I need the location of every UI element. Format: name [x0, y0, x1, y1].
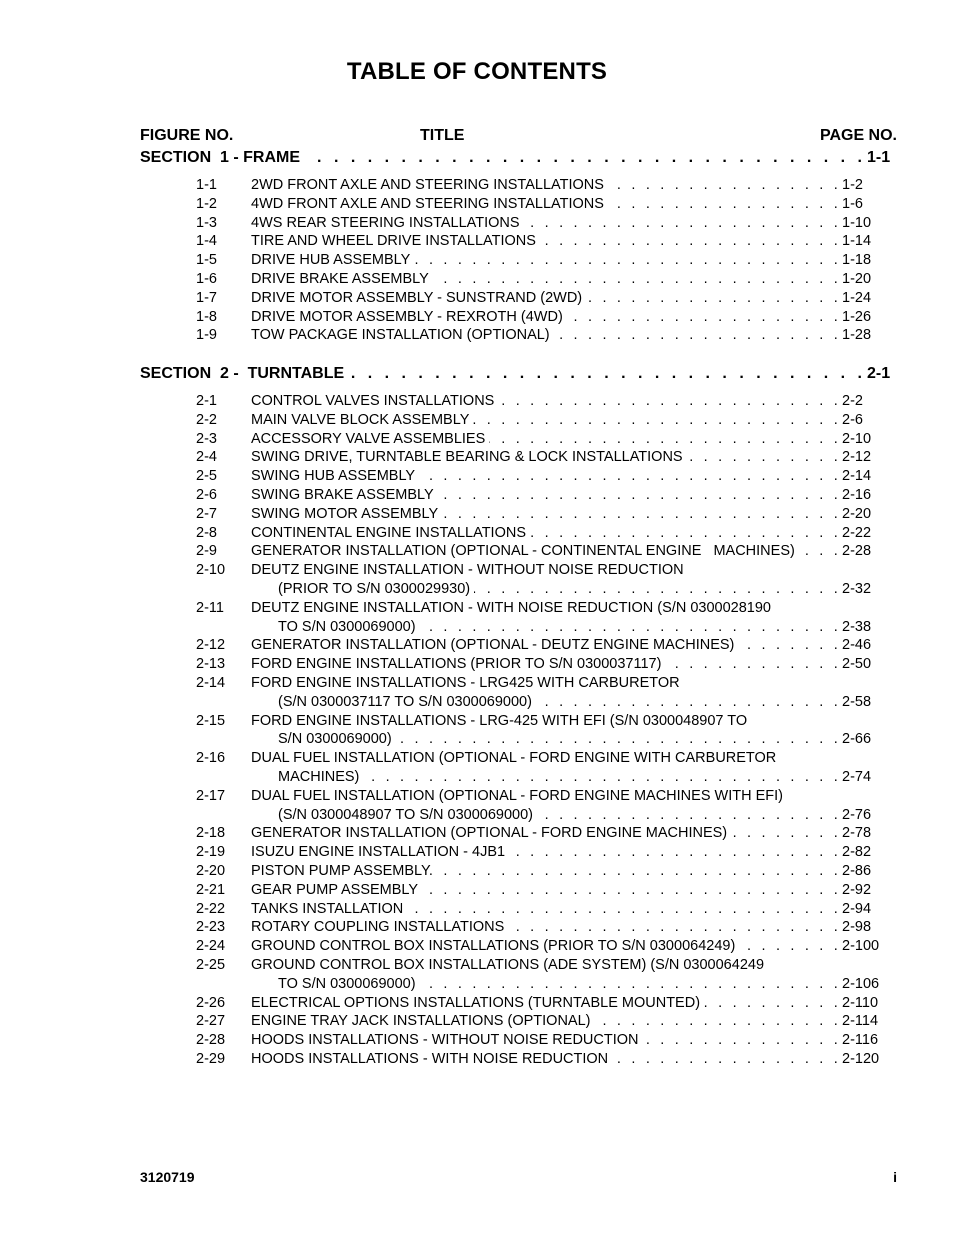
toc-entry[interactable]	[196, 506, 872, 524]
entry-title: DEUTZ ENGINE INSTALLATION - WITH NOISE REDUCTION (S/N 0300028190	[251, 600, 771, 616]
page-number: i	[893, 1169, 897, 1185]
entry-page-number: 2-100	[842, 938, 880, 954]
entry-page-number: 2-6	[842, 412, 863, 428]
entry-title: DUAL FUEL INSTALLATION (OPTIONAL - FORD ENGINE MACHINES WITH EFI)	[251, 788, 783, 804]
toc-entry[interactable]	[196, 393, 863, 411]
entry-title: GENERATOR INSTALLATION (OPTIONAL - CONTINENTAL ENGINE MACHINES)	[251, 543, 795, 559]
dot-leader	[473, 412, 841, 428]
toc-entry[interactable]	[196, 525, 872, 543]
dot-leader	[474, 581, 841, 597]
section-title: SECTION 2 - TURNTABLE	[140, 365, 345, 382]
entry-title: ENGINE TRAY JACK INSTALLATIONS (OPTIONAL)	[251, 1013, 591, 1029]
figure-number: 2-23	[196, 919, 226, 935]
toc-entry[interactable]	[196, 844, 872, 862]
entry-page-number: 2-74	[842, 769, 872, 785]
entry-page-number: 1-10	[842, 215, 872, 231]
toc-entry[interactable]	[196, 196, 863, 214]
toc-entry[interactable]	[196, 233, 872, 251]
entry-title: (S/N 0300048907 TO S/N 0300069000)	[278, 807, 534, 823]
document-number: 3120719	[140, 1169, 195, 1185]
entry-page-number: 1-18	[842, 252, 872, 268]
entry-page-number: 2-10	[842, 431, 872, 447]
toc-entry[interactable]	[196, 656, 872, 674]
dot-leader	[739, 938, 841, 954]
entry-title: FORD ENGINE INSTALLATIONS - LRG-425 WITH EFI (S/N 0300048907 TO	[251, 713, 748, 729]
figure-number: 2-9	[196, 543, 217, 559]
entry-page-number: 2-82	[842, 844, 872, 860]
dot-leader	[567, 309, 841, 325]
toc-entry[interactable]	[196, 788, 841, 806]
dot-leader	[524, 215, 841, 231]
dot-leader	[687, 449, 841, 465]
dot-leader	[348, 365, 866, 383]
entry-title: GROUND CONTROL BOX INSTALLATIONS (ADE SYSTEM) (S/N 0300064249	[251, 957, 765, 973]
figure-number: 2-11	[196, 600, 224, 616]
figure-number: 2-7	[196, 506, 217, 522]
entry-page-number: 2-66	[842, 731, 872, 747]
entry-page-number: 2-78	[842, 825, 872, 841]
entry-title: DRIVE MOTOR ASSEMBLY - SUNSTRAND (2WD)	[251, 290, 583, 306]
toc-entry[interactable]	[196, 431, 872, 449]
column-header-title: TITLE	[420, 127, 465, 144]
entry-title: GEAR PUMP ASSEMBLY	[251, 882, 419, 898]
toc-entry[interactable]	[196, 412, 863, 430]
figure-number: 1-1	[196, 177, 217, 193]
toc-entry[interactable]	[196, 713, 841, 731]
entry-title: MACHINES)	[278, 769, 360, 785]
toc-entry[interactable]	[196, 1051, 880, 1069]
toc-entry[interactable]	[196, 271, 872, 289]
dot-leader	[643, 1032, 842, 1048]
entry-page-number: 2-116	[842, 1032, 879, 1048]
toc-entry-continuation[interactable]	[278, 694, 872, 712]
dot-leader	[304, 149, 866, 167]
toc-entry-continuation[interactable]	[278, 581, 872, 599]
entry-page-number: 2-14	[842, 468, 872, 484]
entry-title: FORD ENGINE INSTALLATIONS - LRG425 WITH CARBURETOR	[251, 675, 680, 691]
entry-title: 4WD FRONT AXLE AND STEERING INSTALLATIONS	[251, 196, 604, 212]
entry-page-number: 2-28	[842, 543, 872, 559]
entry-title: GROUND CONTROL BOX INSTALLATIONS (PRIOR TO S/N 0300064249)	[251, 938, 736, 954]
toc-entry[interactable]	[196, 252, 872, 270]
dot-leader	[363, 769, 841, 785]
dot-leader	[530, 525, 841, 541]
column-header-figure-no: FIGURE NO.	[140, 127, 234, 144]
dot-leader	[508, 919, 841, 935]
dot-leader	[407, 901, 841, 917]
entry-title: CONTROL VALVES INSTALLATIONS	[251, 393, 495, 409]
figure-number: 2-10	[196, 562, 226, 578]
entry-title: (S/N 0300037117 TO S/N 0300069000)	[278, 694, 532, 710]
section-page-number: 1-1	[867, 149, 891, 166]
entry-page-number: 1-26	[842, 309, 872, 325]
entry-title: DRIVE BRAKE ASSEMBLY	[251, 271, 429, 287]
entry-title: DRIVE MOTOR ASSEMBLY - REXROTH (4WD)	[251, 309, 563, 325]
dot-leader	[442, 506, 841, 522]
figure-number: 2-3	[196, 431, 217, 447]
figure-number: 1-9	[196, 327, 217, 343]
dot-leader	[665, 656, 841, 672]
entry-page-number: 2-58	[842, 694, 872, 710]
entry-title: HOODS INSTALLATIONS - WITH NOISE REDUCTION	[251, 1051, 609, 1067]
figure-number: 2-12	[196, 637, 226, 653]
entry-page-number: 2-92	[842, 882, 872, 898]
figure-number: 2-16	[196, 750, 226, 766]
figure-number: 2-15	[196, 713, 226, 729]
dot-leader	[419, 468, 841, 484]
dot-leader	[509, 844, 841, 860]
figure-number: 2-20	[196, 863, 226, 879]
toc-entry[interactable]	[196, 882, 872, 900]
section-heading[interactable]	[140, 365, 891, 385]
entry-page-number: 2-110	[842, 995, 879, 1011]
figure-number: 2-24	[196, 938, 226, 954]
page-title: TABLE OF CONTENTS	[346, 58, 608, 85]
entry-title: MAIN VALVE BLOCK ASSEMBLY	[251, 412, 470, 428]
dot-leader	[799, 543, 841, 559]
toc-entry[interactable]	[196, 309, 872, 327]
section-page-number: 2-1	[867, 365, 891, 382]
dot-leader	[608, 196, 841, 212]
toc-entry[interactable]	[196, 543, 872, 561]
figure-number: 2-22	[196, 901, 226, 917]
toc-entry[interactable]	[196, 863, 872, 881]
dot-leader	[420, 976, 841, 992]
entry-title: TOW PACKAGE INSTALLATION (OPTIONAL)	[251, 327, 550, 343]
toc-entry[interactable]	[196, 600, 841, 618]
entry-title: SWING BRAKE ASSEMBLY	[251, 487, 434, 503]
entry-page-number: 2-98	[842, 919, 872, 935]
entry-page-number: 2-46	[842, 637, 872, 653]
toc-entry[interactable]	[196, 825, 872, 843]
toc-entry-continuation[interactable]	[278, 807, 872, 825]
dot-leader	[608, 177, 841, 193]
entry-title: S/N 0300069000)	[278, 731, 392, 747]
figure-number: 2-2	[196, 412, 217, 428]
section-heading[interactable]	[140, 149, 891, 169]
dot-leader	[731, 825, 841, 841]
toc-entry[interactable]	[196, 919, 872, 937]
dot-leader	[489, 431, 841, 447]
toc-entry[interactable]	[196, 995, 879, 1013]
entry-page-number: 2-120	[842, 1051, 880, 1067]
entry-page-number: 1-6	[842, 196, 863, 212]
dot-leader	[414, 252, 841, 268]
dot-leader	[738, 637, 841, 653]
figure-number: 2-5	[196, 468, 217, 484]
figure-number: 1-3	[196, 215, 217, 231]
toc-entry-continuation[interactable]	[278, 731, 872, 749]
entry-page-number: 1-2	[842, 177, 863, 193]
toc-entry[interactable]	[196, 750, 841, 768]
figure-number: 2-19	[196, 844, 226, 860]
entry-page-number: 2-114	[842, 1013, 879, 1029]
toc-entry[interactable]	[196, 938, 880, 956]
toc-entry[interactable]	[196, 290, 872, 308]
entry-page-number: 1-14	[842, 233, 872, 249]
entry-title: SWING HUB ASSEMBLY	[251, 468, 416, 484]
entry-title: DRIVE HUB ASSEMBLY	[251, 252, 411, 268]
figure-number: 1-5	[196, 252, 217, 268]
dot-leader	[612, 1051, 841, 1067]
dot-leader	[420, 619, 841, 635]
column-header-page-no: PAGE NO.	[819, 127, 897, 144]
figure-number: 1-6	[196, 271, 217, 287]
dot-leader	[540, 233, 841, 249]
entry-title: ROTARY COUPLING INSTALLATIONS	[251, 919, 505, 935]
toc-entry[interactable]	[196, 562, 841, 580]
entry-title: 4WS REAR STEERING INSTALLATIONS	[251, 215, 520, 231]
toc-entry[interactable]	[196, 637, 872, 655]
entry-title: FORD ENGINE INSTALLATIONS (PRIOR TO S/N 0300037117)	[251, 656, 662, 672]
toc-entry[interactable]	[196, 327, 872, 345]
figure-number: 1-8	[196, 309, 217, 325]
figure-number: 2-29	[196, 1051, 226, 1067]
dot-leader	[537, 807, 841, 823]
entry-page-number: 2-32	[842, 581, 872, 597]
toc-entry[interactable]	[196, 957, 841, 975]
entry-title: TO S/N 0300069000)	[278, 976, 416, 992]
figure-number: 1-4	[196, 233, 217, 249]
dot-leader	[704, 995, 841, 1011]
entry-title: ELECTRICAL OPTIONS INSTALLATIONS (TURNTABLE MOUNTED)	[251, 995, 701, 1011]
toc-entry-continuation[interactable]	[278, 976, 880, 994]
entry-page-number: 1-28	[842, 327, 872, 343]
dot-leader	[422, 882, 841, 898]
entry-page-number: 2-12	[842, 449, 872, 465]
figure-number: 1-2	[196, 196, 217, 212]
figure-number: 2-6	[196, 487, 217, 503]
figure-number: 2-27	[196, 1013, 226, 1029]
entry-page-number: 2-94	[842, 901, 872, 917]
section-title: SECTION 1 - FRAME	[140, 149, 301, 166]
toc-entry[interactable]	[196, 1032, 879, 1050]
entry-title: ACCESSORY VALVE ASSEMBLIES	[251, 431, 486, 447]
entry-title: TANKS INSTALLATION	[251, 901, 404, 917]
toc-entry[interactable]	[196, 449, 872, 467]
entry-page-number: 2-38	[842, 619, 872, 635]
entry-title: CONTINENTAL ENGINE INSTALLATIONS	[251, 525, 527, 541]
toc-entry[interactable]	[196, 177, 863, 195]
entry-page-number: 2-2	[842, 393, 863, 409]
dot-leader	[498, 393, 841, 409]
dot-leader	[594, 1013, 841, 1029]
figure-number: 2-28	[196, 1032, 226, 1048]
entry-page-number: 1-20	[842, 271, 872, 287]
entry-page-number: 2-86	[842, 863, 872, 879]
entry-title: TO S/N 0300069000)	[278, 619, 416, 635]
figure-number: 2-21	[196, 882, 226, 898]
entry-title: PISTON PUMP ASSEMBLY.	[251, 863, 433, 879]
entry-title: TIRE AND WHEEL DRIVE INSTALLATIONS	[251, 233, 536, 249]
entry-title: GENERATOR INSTALLATION (OPTIONAL - DEUTZ ENGINE MACHINES)	[251, 637, 735, 653]
entry-page-number: 1-24	[842, 290, 872, 306]
figure-number: 2-8	[196, 525, 217, 541]
dot-leader	[433, 271, 841, 287]
toc-entry[interactable]	[196, 675, 841, 693]
toc-entry[interactable]	[196, 901, 872, 919]
figure-number: 2-25	[196, 957, 226, 973]
toc-entry[interactable]	[196, 487, 872, 505]
entry-title: GENERATOR INSTALLATION (OPTIONAL - FORD ENGINE MACHINES)	[251, 825, 728, 841]
figure-number: 2-13	[196, 656, 226, 672]
toc-entry[interactable]	[196, 215, 872, 233]
entry-title: SWING MOTOR ASSEMBLY	[251, 506, 439, 522]
entry-page-number: 2-22	[842, 525, 872, 541]
entry-title: 2WD FRONT AXLE AND STEERING INSTALLATIONS	[251, 177, 604, 193]
dot-leader	[554, 327, 841, 343]
figure-number: 2-26	[196, 995, 226, 1011]
figure-number: 2-17	[196, 788, 226, 804]
entry-page-number: 2-16	[842, 487, 872, 503]
entry-title: SWING DRIVE, TURNTABLE BEARING & LOCK INSTALLATIONS	[251, 449, 683, 465]
entry-page-number: 2-76	[842, 807, 872, 823]
entry-title: HOODS INSTALLATIONS - WITHOUT NOISE REDUCTION	[251, 1032, 639, 1048]
entry-title: ISUZU ENGINE INSTALLATION - 4JB1	[251, 844, 506, 860]
figure-number: 1-7	[196, 290, 217, 306]
figure-number: 2-1	[196, 393, 217, 409]
entry-title: (PRIOR TO S/N 0300029930)	[278, 581, 471, 597]
entry-page-number: 2-20	[842, 506, 872, 522]
dot-leader	[438, 487, 841, 503]
entry-title: DUAL FUEL INSTALLATION (OPTIONAL - FORD ENGINE WITH CARBURETOR	[251, 750, 777, 766]
toc-entry[interactable]	[196, 468, 872, 486]
entry-title: DEUTZ ENGINE INSTALLATION - WITHOUT NOISE REDUCTION	[251, 562, 684, 578]
figure-number: 2-14	[196, 675, 226, 691]
dot-leader	[536, 694, 841, 710]
dot-leader	[437, 863, 841, 879]
entry-page-number: 2-50	[842, 656, 872, 672]
toc-entry-continuation[interactable]	[278, 619, 872, 637]
entry-page-number: 2-106	[842, 976, 880, 992]
dot-leader	[396, 731, 841, 747]
figure-number: 2-4	[196, 449, 217, 465]
figure-number: 2-18	[196, 825, 226, 841]
toc-entry-continuation[interactable]	[278, 769, 872, 787]
dot-leader	[586, 290, 841, 306]
toc-entry[interactable]	[196, 1013, 879, 1031]
